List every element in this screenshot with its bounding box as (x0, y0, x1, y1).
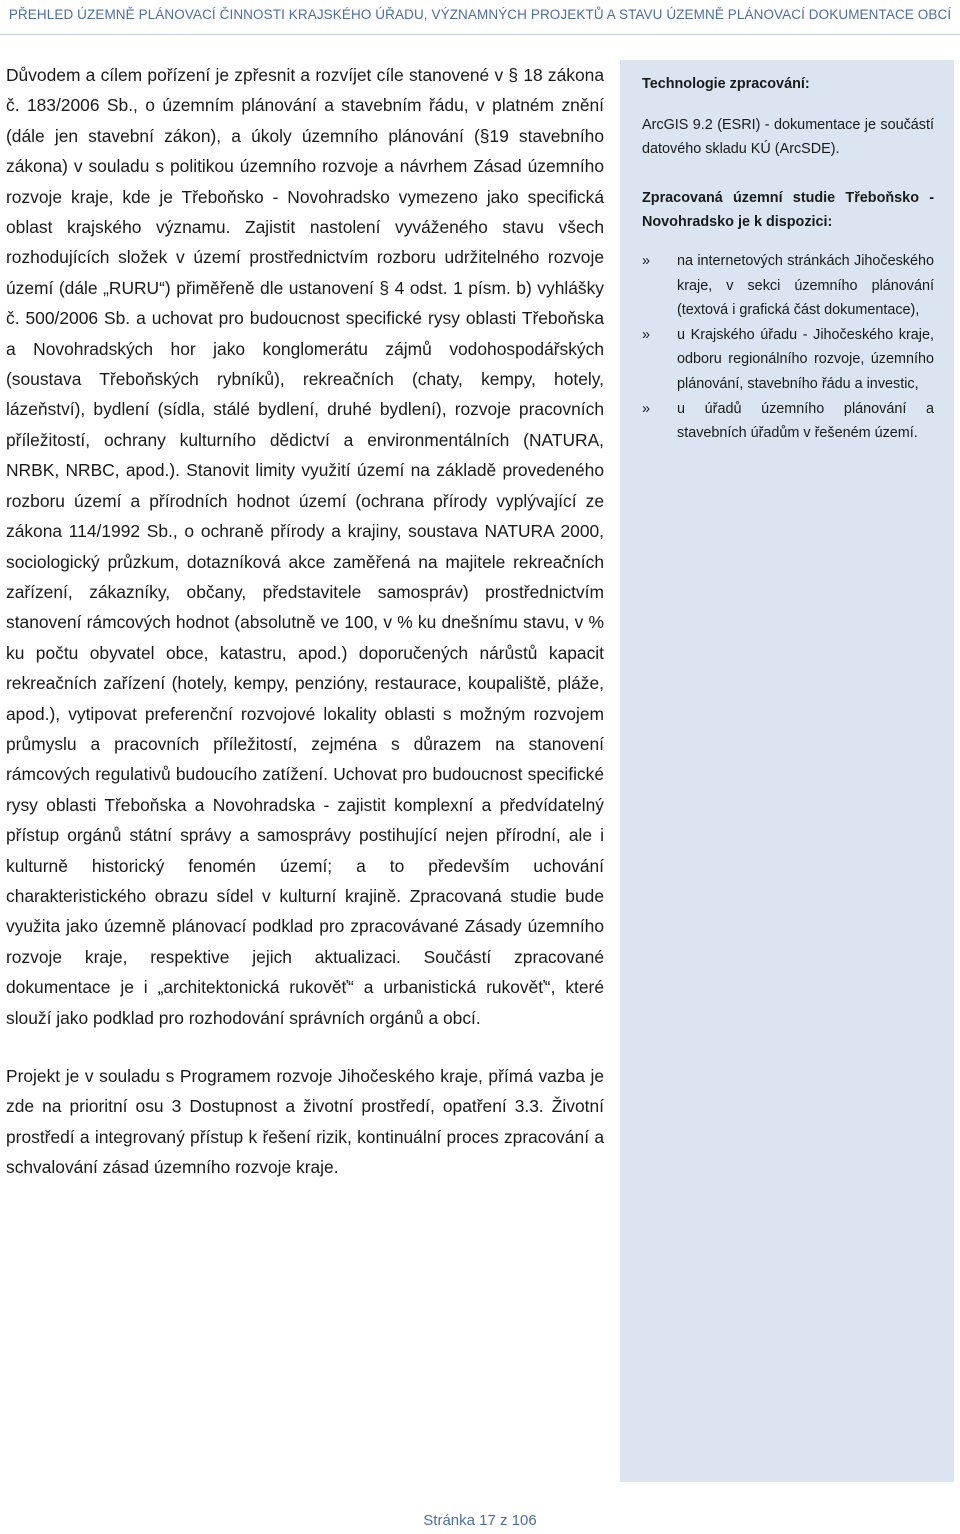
technology-text: ArcGIS 9.2 (ESRI) - dokumentace je součástí datového skladu KÚ (ArcSDE). (642, 116, 934, 158)
footer-prefix: Stránka (423, 1512, 480, 1529)
bullet-icon: » (642, 400, 651, 417)
total-pages: 106 (511, 1512, 537, 1529)
header-divider (0, 34, 960, 35)
list-item-text: u úřadů územního plánování a stavebních úřadům v řešeném území. (677, 400, 934, 442)
list-item (642, 249, 934, 323)
technology-heading: Technologie zpracování: (642, 76, 810, 92)
availability-list (642, 249, 934, 446)
header-title: PŘEHLED ÚZEMNĚ PLÁNOVACÍ ČINNOSTI KRAJSKÉHO ÚŘADU, VÝZNAMNÝCH PROJEKTŮ A STAVU ÚZEMNĚ PLÁNOVACÍ DOKUMENTACE OBCÍ (8, 7, 952, 22)
page-header (0, 0, 960, 30)
info-sidebar (620, 60, 954, 1482)
list-item (642, 323, 934, 397)
main-paragraph: Důvodem a cílem pořízení je zpřesnit a rozvíjet cíle stanovené v § 18 zákona č. 183/2006 Sb., o územním plánování a stavebním řádu, v platném znění (dále jen stavební zákon), a úkoly územního plánování (§19 stavebního zákona) v souladu s politikou územního rozvoje a návrhem Zásad územního rozvoje kraje, kde je Třeboňsko - Novohradsko vymezeno jako specifická oblast krajského významu. Zajistit nastolení vyváženého stavu všech rozhodujících složek v území prostřednictvím rozboru udržitelného rozvoje území (dále „RURU“) přiměřeně dle ustanovení § 4 odst. 1 písm. b) vyhlášky č. 500/2006 Sb. a uchovat pro budoucnost specifické rysy oblasti Třeboňska a Novohradských hor jako konglomerátu zájmů vodohospodářských (soustava Třeboňských rybníků), rekreačních (chaty, kempy, hotely, lázeňství), bydlení (sídla, stálé bydlení, druhé bydlení), rozvoje pracovních příležitostí, ochrany kulturního dědictví a environmentálních (NATURA, NRBK, NRBC, apod.). Stanovit limity využití území na základě provedeného rozboru území a přírodních hodnot území (ochrana přírody vyplývající ze zákona 114/1992 Sb., o ochraně přírody a krajiny, soustava NATURA 2000, sociologický průzkum, dotazníková akce zaměřená na majitele rekreačních zařízení, zákazníky, občany, představitele samospráv) prostřednictvím stanovení rámcových hodnot (absolutně ve 100, v % ku dnešnímu stavu, v % ku počtu obyvatel obce, katastru, apod.) doporučených nárůstů kapacit rekreačních zařízení (hotely, kempy, penzióny, restaurace, koupaliště, pláže, apod.), vytipovat preferenční rozvojové lokality oblasti s možným rozvojem průmyslu a pracovních příležitostí, zejména s důrazem na stanovení rámcových regulativů budoucího zatížení. Uchovat pro budoucnost specifické rysy oblasti Třeboňska a Novohradska - zajistit komplexní a předvídatelný přístup orgánů státní správy a samosprávy postihující nejen přírodní, ale i kulturně historický fenomén území; a to především uchování charakteristického obrazu sídel v kulturní krajině. Zpracovaná studie bude využita jako územně plánovací podklad pro zpracovávané Zásady územního rozvoje kraje, respektive jejich aktualizaci. Součástí zpracované dokumentace je i „architektonická rukověť“ a urbanistická rukověť“, které slouží jako podklad pro rozhodování správních orgánů a obcí. (6, 65, 604, 1028)
main-text-column (6, 60, 604, 1183)
list-item (642, 397, 934, 446)
list-item-text: na internetových stránkách Jihočeského kraje, v sekci územního plánování (textová i grafická část dokumentace), (677, 252, 934, 319)
footer-middle: z (495, 1512, 512, 1529)
page-number: 17 (479, 1512, 496, 1529)
page-footer (0, 1512, 960, 1529)
main-paragraph: Projekt je v souladu s Programem rozvoje Jihočeského kraje, přímá vazba je zde na prioritní osu 3 Dostupnost a životní prostředí, opatření 3.3. Životní prostředí a integrovaný přístup k řešení rizik, kontinuální proces zpracování a schvalování zásad územního rozvoje kraje. (6, 1066, 604, 1178)
availability-heading: Zpracovaná územní studie Třeboňsko - Novohradsko je k dispozici: (642, 189, 934, 231)
bullet-icon: » (642, 252, 651, 269)
list-item-text: u Krajského úřadu - Jihočeského kraje, odboru regionálního rozvoje, územního plánování, stavebního řádu a investic, (677, 326, 934, 392)
bullet-icon: » (642, 326, 651, 343)
